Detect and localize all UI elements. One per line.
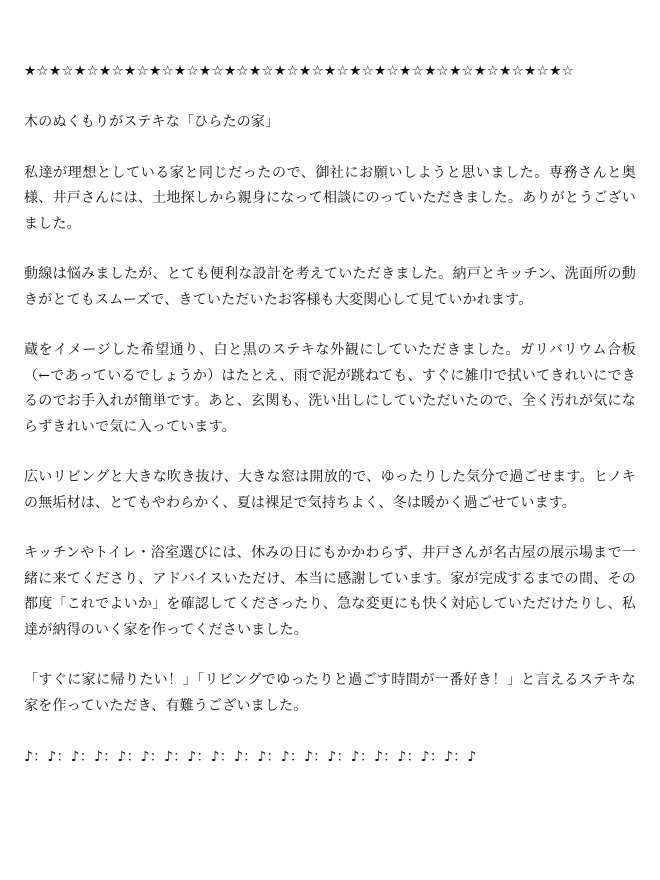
paragraph-2: 動線は悩みましたが、とても便利な設計を考えていただきました。納戸とキッチン、洗面所の動きがとてもスムーズで、きていただいたお客様も大変関心して見ていかれます。 bbox=[24, 266, 636, 308]
paragraph-6: 「すぐに家に帰りたい！」「リビングでゆったりと過ごす時間が一番好き！」と言えるステキな家を作っていただき、有難うございました。 bbox=[24, 672, 636, 714]
paragraph-4: 広いリビングと大きな吹き抜け、大きな窓は開放的で、ゆったりした気分で過ごせます。ヒノキの無垢材は、とてもやわらかく、夏は裸足で気持ちよく、冬は暖かく過ごせています。 bbox=[24, 469, 636, 511]
paragraph-3: 蔵をイメージした希望通り、白と黒のステキな外観にしていただきました。ガリバリウム合板（←であっているでしょうか）はたとえ、雨で泥が跳ねても、すぐに雑巾で拭いてきれいにできるのでお手入れが簡単です。あと、玄関も、洗い出しにしていただいたので、全く汚れが気にならずきれいで気に入っています。 bbox=[24, 342, 636, 435]
testimonial-document bbox=[24, 58, 636, 770]
star-divider-top: ★☆★☆★☆★☆★☆★☆★☆★☆★☆★☆★☆★☆★☆★☆★☆★☆★☆★☆★☆★☆★☆★☆ bbox=[24, 63, 575, 79]
paragraph-5: キッチンやトイレ・浴室選びには、休みの日にもかかわらず、井戸さんが名古屋の展示場まで一緒に来てくださり、アドバイスいただけ、本当に感謝しています。家が完成するまでの間、その都度「これでよいか」を確認してくださったり、急な変更にも快く対応していただけたりし、私達が納得のいく家を作ってくださいました。 bbox=[24, 545, 636, 638]
music-note-divider-bottom: ♪：♪：♪：♪：♪：♪：♪：♪：♪：♪：♪：♪：♪：♪：♪：♪：♪：♪：♪：♪ bbox=[24, 749, 477, 765]
document-title: 木のぬくもりがステキな「ひらたの家」 bbox=[24, 114, 280, 130]
paragraph-1: 私達が理想としている家と同じだったので、御社にお願いしようと思いました。専務さんと奥様、井戸さんには、土地探しから親身になって相談にのっていただきました。ありがとうございました。 bbox=[24, 164, 636, 232]
